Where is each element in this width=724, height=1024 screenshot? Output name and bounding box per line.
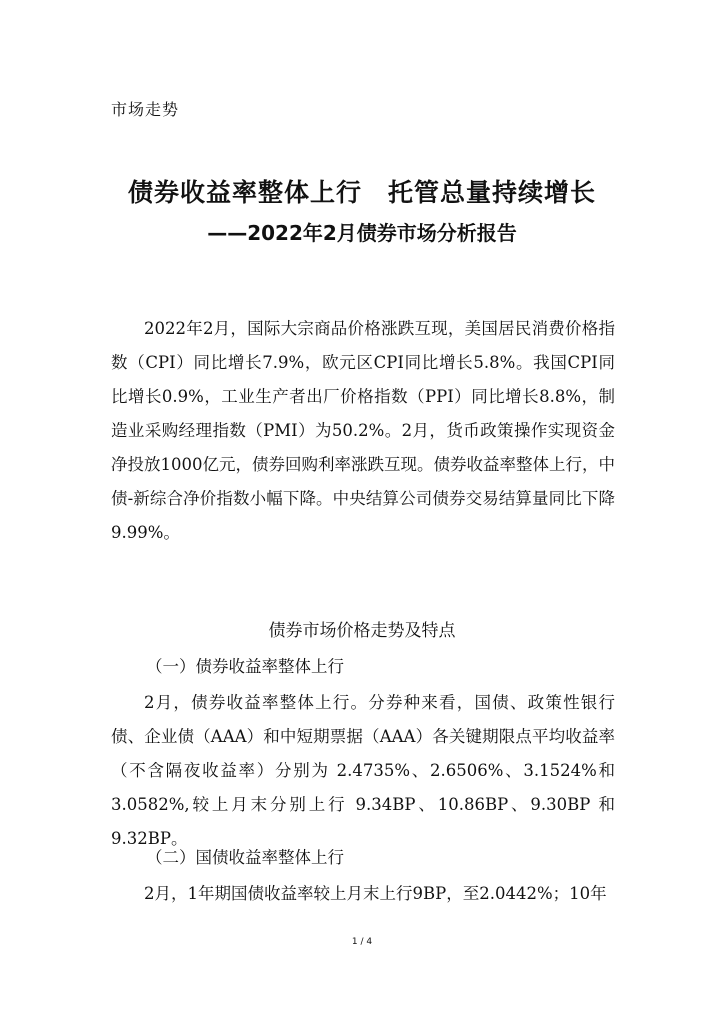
page-number: 1 / 4 (351, 937, 373, 947)
subsection-paragraph-1: 2月，债券收益率整体上行。分券种来看，国债、政策性银行债、企业债（AAA）和中短期票据（AAA）各关键期限点平均收益率（不含隔夜收益率）分别为 2.4735%、2.6506%、3.1524%和 3.0582%,较上月末分别上行 9.34BP、10.86BP、9.30BP 和 9.32BP。 (111, 693, 615, 848)
intro-paragraph: 2022年2月，国际大宗商品价格涨跌互现，美国居民消费价格指数（CPI）同比增长7.9%，欧元区CPI同比增长5.8%。我国CPI同比增长0.9%，工业生产者出厂价格指数（PPI）同比增长8.8%，制造业采购经理指数（PMI）为50.2%。2月，货币政策操作实现资金净投放1000亿元，债券回购利率涨跌互现。债券收益率整体上行，中债-新综合净价指数小幅下降。中央结算公司债券交易结算量同比下降9.99%。 (111, 319, 615, 542)
subsection-paragraph-2: 2月，1年期国债收益率较上月末上行9BP，至2.0442%；10年 (144, 884, 607, 903)
document-category: 市场走势 (111, 100, 180, 119)
document-subtitle: ——2022年2月债券市场分析报告 (207, 221, 517, 245)
section-heading: 债券市场价格走势及特点 (268, 621, 456, 641)
subsection-heading-2: （二）国债收益率整体上行 (146, 848, 344, 867)
document-title: 债券收益率整体上行 托管总量持续增长 (127, 178, 596, 207)
subsection-heading-1: （一）债券收益率整体上行 (146, 657, 344, 676)
